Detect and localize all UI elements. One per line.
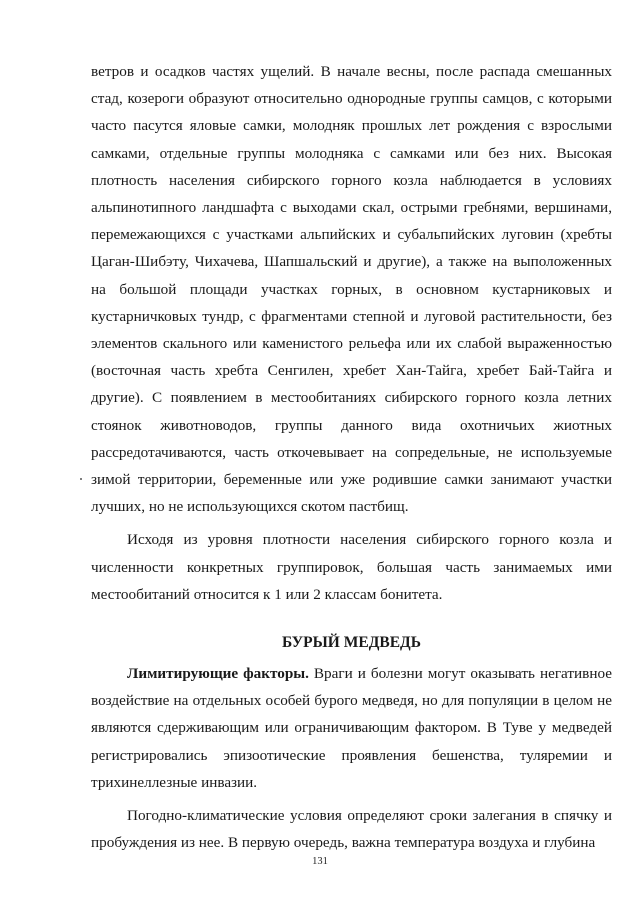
paragraph-bonitet: Исходя из уровня плотности населения сибирского горного козла и численности конкретных группировок, большая часть занимаемых ими местообитаний относится к 1 или 2 классам бонитета. bbox=[91, 531, 612, 603]
limiting-factors-text: Враги и болезни могут оказывать негативное воздействие на отдельных особей бурого медведя, но для популяции в целом не являются сдерживающим или ограничивающим фактором. В Туве у медведей регистрировались эпизоотические проявления бешенства, туляремии и трихинеллезные инвазии. bbox=[91, 665, 612, 791]
page-number: 131 bbox=[312, 856, 328, 867]
paragraph-limiting-factors bbox=[91, 660, 612, 796]
paragraph-climate: Погодно-климатические условия определяют сроки залегания в спячку и пробуждения из нее. В первую очередь, важна температура воздуха и глубина bbox=[91, 807, 612, 852]
section-heading-brown-bear: БУРЫЙ МЕДВЕДЬ bbox=[282, 634, 421, 652]
document-page bbox=[91, 58, 612, 856]
limiting-factors-lead: Лимитирующие факторы. bbox=[127, 665, 309, 683]
paragraph-goat-habitat: ветров и осадков частях ущелий. В начале весны, после распада смешанных стад, козероги образуют относительно однородные группы самцов, с которыми часто пасутся яловые самки, молодняк прошлых лет рождения с взрослыми самками, отдельные группы молодняка с самками или без них. Высокая плотность населения сибирского горного козла наблюдается в условиях альпинотипного ландшафта с выходами скал, острыми гребнями, вершинами, перемежающихся с участками альпийских и субальпийских луговин (хребты Цаган-Шибэту, Чихачева, Шапшальский и другие), а также на выположенных на большой площади участках горных, в основном кустарниковых и кустарничковых тундр, с фрагментами степной и луговой растительности, без элементов скального или каменистого рельефа или их слабой выраженностью (восточная часть хребта Сенгилен, хребет Хан-Тайга, хребет Бай-Тайга и другие). С появлением в местообитаниях сибирского горного козла летних стоянок животноводов, группы данного вида охотничьих жиотных рассредотачиваются, часть откочевывает на сопредельные, не используемые зимой территории, беременные или уже родившие самки занимают участки лучших, но не использующихся скотом пастбищ. bbox=[91, 63, 612, 516]
scan-speck bbox=[80, 478, 82, 480]
